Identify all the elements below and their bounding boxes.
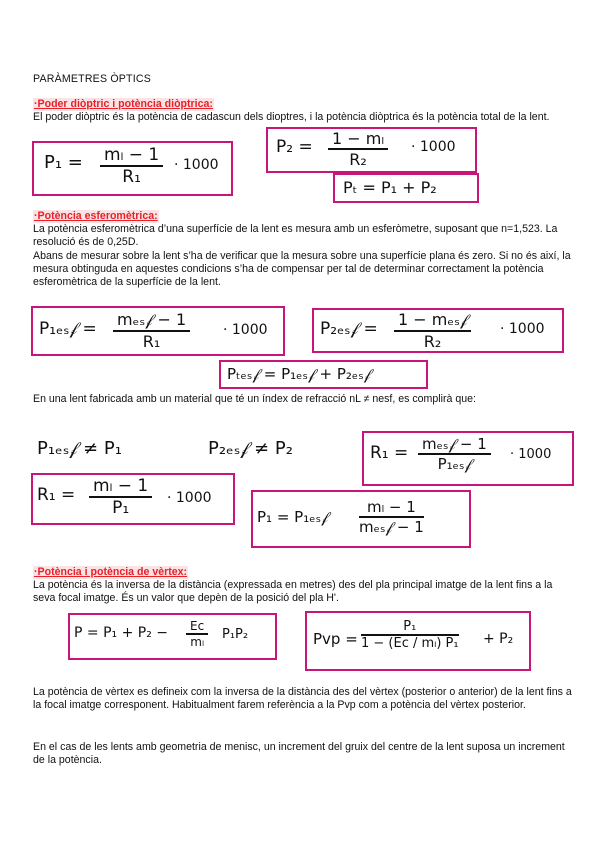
- section-heading-vertex: ·Potència i potència de vèrtex:: [34, 566, 188, 578]
- formula-p2esf-tail: · 1000: [500, 321, 545, 337]
- formula-p1-numerator: mₗ − 1: [100, 145, 163, 167]
- formula-r1esf-tail: · 1000: [510, 447, 552, 462]
- formula-p2-fraction: [328, 129, 388, 169]
- formula-neq1: P₁ₑₛ𝒻 ≠ P₁: [37, 438, 122, 459]
- formula-p1rel-lhs: P₁ = P₁ₑₛ𝒻: [257, 508, 328, 526]
- formula-p1esf-fraction: [113, 310, 190, 351]
- formula-r1-numerator: mₗ − 1: [89, 476, 152, 498]
- formula-p1esf-lhs: P₁ₑₛ𝒻 =: [39, 319, 97, 339]
- formula-p-tail: P₁P₂: [222, 627, 249, 642]
- formula-neq2: P₂ₑₛ𝒻 ≠ P₂: [208, 438, 293, 459]
- section-text-vertex-2: La potència de vèrtex es defineix com la inversa de la distància des del vèrtex (posterior o anterior) de la lent fins a la focal imatge corresponent. Habitualment farem referència a la Pvp com a potència del vèrtex posterior.: [33, 686, 572, 711]
- page-title: PARÀMETRES ÒPTICS: [33, 73, 151, 85]
- formula-pvp-denominator: 1 − (Eᴄ / mₗ) P₁: [361, 636, 459, 651]
- formula-r1-tail: · 1000: [167, 490, 212, 506]
- formula-r1esf-numerator: mₑₛ𝒻 − 1: [418, 435, 491, 455]
- section-text-spherometric-2: Abans de mesurar sobre la lent s’ha de verificar que la mesura sobre una superfície plana és zero. Si no és així, la mesura obtinguda en aquestes condicions s’ha de compensar per tal de determinar correctament la potència esferomètrica de la superfície de la lent.: [33, 250, 571, 288]
- section-text-dioptric: El poder diòptric és la potència de cadascun dels dioptres, i la potència diòptrica és la potència total de la lent.: [33, 111, 550, 123]
- formula-p-denominator: mₗ: [190, 635, 204, 649]
- formula-r1-denominator: P₁: [112, 498, 130, 518]
- formula-p2-lhs: P₂ =: [276, 137, 313, 157]
- formula-pvp-fraction: [361, 619, 459, 651]
- formula-ptesf-text: Pₜₑₛ𝒻 = P₁ₑₛ𝒻 + P₂ₑₛ𝒻: [227, 365, 371, 383]
- formula-p1rel-numerator: mₗ − 1: [359, 498, 424, 518]
- formula-p1esf-tail: · 1000: [223, 322, 268, 338]
- formula-p-box: [68, 613, 277, 660]
- formula-pt-box: [333, 173, 479, 203]
- formula-p1esf-denominator: R₁: [142, 332, 161, 351]
- formula-p2-box: [266, 127, 477, 173]
- formula-p1rel-denominator: mₑₛ𝒻 − 1: [359, 518, 424, 536]
- formula-p-lhs: P = P₁ + P₂ −: [74, 625, 168, 641]
- formula-r1-lhs: R₁ =: [37, 485, 76, 505]
- formula-p-numerator: Eᴄ: [186, 619, 208, 635]
- formula-p1rel-box: [251, 490, 471, 548]
- formula-p1-fraction: [100, 145, 163, 187]
- formula-r1esf-denominator: P₁ₑₛ𝒻: [437, 455, 472, 473]
- formula-p2-tail: · 1000: [411, 139, 456, 155]
- formula-pvp-tail: + P₂: [483, 631, 514, 647]
- formula-p2-denominator: R₂: [349, 150, 367, 169]
- formula-r1-fraction: [89, 476, 152, 518]
- formula-p1-lhs: P₁ =: [44, 152, 83, 173]
- formula-p2esf-lhs: P₂ₑₛ𝒻 =: [320, 319, 378, 339]
- formula-p1-denominator: R₁: [122, 167, 141, 187]
- section-heading-spherometric: ·Potència esferomètrica:: [34, 210, 158, 222]
- formula-p2-numerator: 1 − mₗ: [328, 129, 388, 150]
- formula-p1esf-numerator: mₑₛ𝒻 − 1: [113, 310, 190, 332]
- section-text-vertex-1: La potència és la inversa de la distància (expressada en metres) des del pla principal imatge de la lent fins a la seva focal imatge. És un valor que depèn de la posició del pla H'.: [33, 579, 553, 604]
- formula-pvp-numerator: P₁: [361, 619, 459, 636]
- formula-pvp-box: [305, 611, 531, 671]
- formula-pt-text: Pₜ = P₁ + P₂: [343, 178, 437, 197]
- formula-p1-box: [32, 141, 233, 196]
- section-heading-dioptric: ·Poder diòptric i potència diòptrica:: [34, 98, 213, 110]
- formula-p-fraction: [186, 619, 208, 649]
- formula-r1esf-fraction: [418, 435, 491, 473]
- formula-p2esf-box: [312, 308, 564, 353]
- formula-r1-box: [31, 473, 235, 525]
- formula-p1esf-box: [31, 306, 285, 356]
- section-text-vertex-3: En el cas de les lents amb geometria de menisc, un increment del gruix del centre de la lent suposa un increment de la potència.: [33, 741, 565, 766]
- formula-r1esf-box: [362, 431, 574, 486]
- formula-p1rel-fraction: [359, 498, 424, 536]
- formula-r1esf-lhs: R₁ =: [370, 443, 409, 463]
- formula-p2esf-numerator: 1 − mₑₛ𝒻: [394, 310, 471, 332]
- formula-p2esf-denominator: R₂: [423, 332, 442, 351]
- formula-ptesf-box: [219, 360, 428, 389]
- formula-p1-tail: · 1000: [174, 157, 219, 173]
- formula-p2esf-fraction: [394, 310, 471, 351]
- formula-pvp-lhs: Pvp =: [313, 630, 358, 648]
- section-text-spherometric-1: La potència esferomètrica d’una superfície de la lent es mesura amb un esferòmetre, suposant que n=1,523. La resolució és de 0,25D.: [33, 223, 558, 248]
- section-text-spherometric-3: En una lent fabricada amb un material que té un índex de refracció nL ≠ nesf, es complirà que:: [33, 393, 476, 405]
